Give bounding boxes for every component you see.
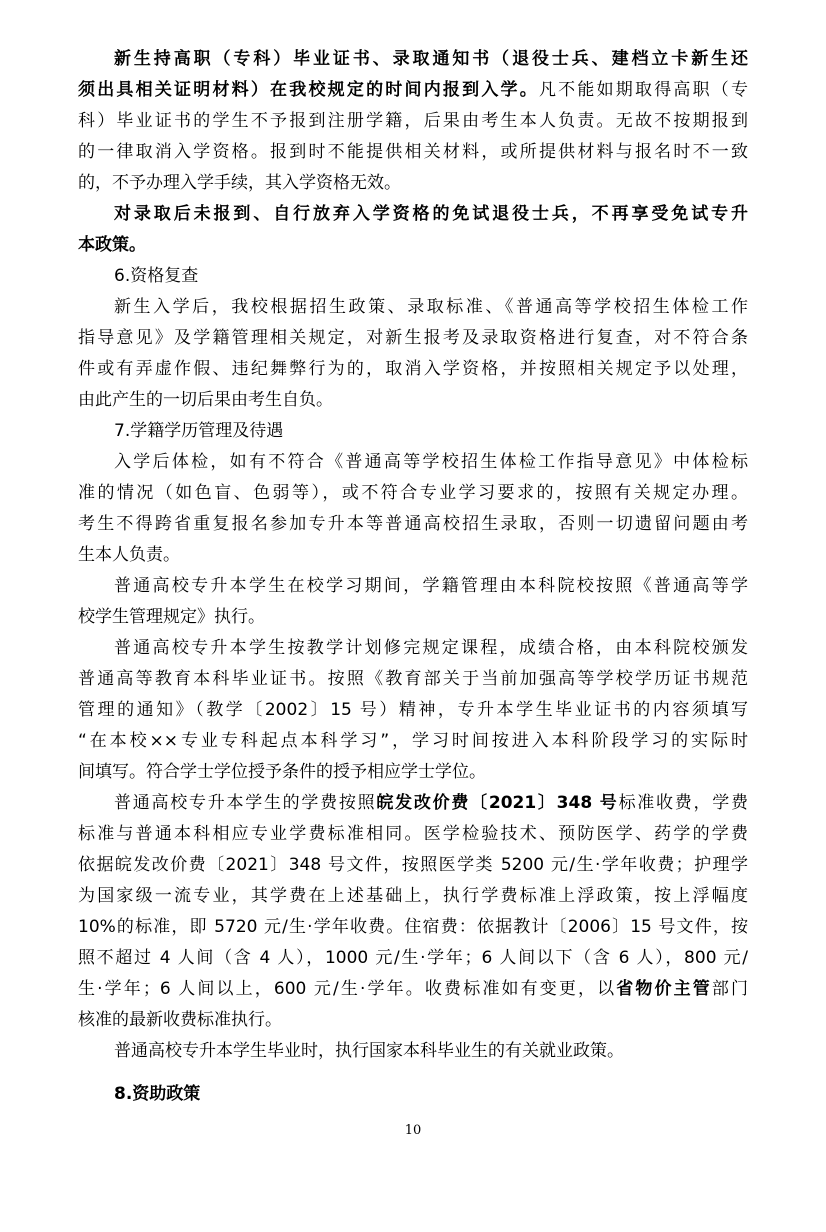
document-page [78, 44, 748, 1110]
paragraph-line: 科）毕业证书的学生不予报到注册学籍，后果由考生本人负责。无故不按期报到 [78, 111, 748, 131]
paragraph-line: 普通高校专升本学生按教学计划修完规定课程，成绩合格，由本科院校颁发 [114, 638, 748, 658]
paragraph-line: 件或有弄虚作假、违纪舞弊行为的，取消入学资格，并按照相关规定予以处理， [78, 359, 748, 379]
paragraph-line: 10%的标准，即 5720 元/生·学年收费。住宿费：依据教计〔2006〕15 号文件，按 [78, 917, 748, 937]
paragraph-line: 新生入学后，我校根据招生政策、录取标准、《普通高等学校招生体检工作 [114, 297, 748, 317]
paragraph-line: 间填写。符合学士学位授予条件的授予相应学士学位。 [78, 762, 486, 782]
paragraph-line: 照不超过 4 人间（含 4 人），1000 元/生·学年；6 人间以下（含 6 人），800 元/ [78, 948, 748, 968]
body-text: 标准收费，学费 [618, 793, 749, 813]
paragraph-line: 校学生管理规定》执行。 [78, 607, 265, 627]
body-text: 普通高校专升本学生的学费按照 [114, 793, 377, 813]
section-heading: 7.学籍学历管理及待遇 [114, 421, 284, 441]
paragraph-line: 考生不得跨省重复报名参加专升本等普通高校招生录取，否则一切遗留问题由考 [78, 514, 748, 534]
page-number: 10 [404, 1123, 422, 1138]
body-text: 凡不能如期取得高职（专 [538, 80, 749, 100]
paragraph-line: 的，不予办理入学手续，其入学资格无效。 [78, 173, 401, 193]
section-heading: 8.资助政策 [114, 1084, 201, 1104]
paragraph-line: 指导意见》及学籍管理相关规定，对新生报考及录取资格进行复查，对不符合条 [78, 328, 748, 348]
bold-text: 皖发改价费〔2021〕348 号 [376, 793, 619, 813]
paragraph-line: “在本校××专业专科起点本科学习”，学习时间按进入本科阶段学习的实际时 [78, 731, 748, 751]
paragraph-line: 普通高校专升本学生在校学习期间，学籍管理由本科院校按照《普通高等学 [114, 576, 748, 596]
paragraph-line: 为国家级一流专业，其学费在上述基础上，执行学费标准上浮政策，按上浮幅度 [78, 886, 748, 906]
paragraph-line [78, 788, 748, 819]
paragraph-line: 管理的通知》（教学〔2002〕15 号）精神，专升本学生毕业证书的内容须填写 [78, 700, 748, 720]
paragraph-line: 标准与普通本科相应专业学费标准相同。医学检验技术、预防医学、药学的学费 [78, 824, 748, 844]
paragraph-line: 的一律取消入学资格。报到时不能提供相关材料，或所提供材料与报名时不一致 [78, 142, 748, 162]
paragraph-line: 普通高校专升本学生毕业时，执行国家本科毕业生的有关就业政策。 [114, 1041, 624, 1061]
paragraph-line: 依据皖发改价费〔2021〕348 号文件，按照医学类 5200 元/生·学年收费；护理学 [78, 855, 748, 875]
bold-text: 省物价主管 [616, 979, 712, 999]
paragraph-line [78, 974, 748, 1005]
body-text: 部门 [711, 979, 749, 999]
paragraph-line: 本政策。 [78, 235, 146, 255]
paragraph-line [78, 75, 748, 106]
paragraph-line: 新生持高职（专科）毕业证书、录取通知书（退役士兵、建档立卡新生还 [114, 49, 748, 69]
paragraph-line: 入学后体检，如有不符合《普通高等学校招生体检工作指导意见》中体检标 [114, 452, 748, 472]
paragraph-line: 对录取后未报到、自行放弃入学资格的免试退役士兵，不再享受免试专升 [114, 204, 748, 224]
paragraph-line: 核准的最新收费标准执行。 [78, 1010, 282, 1030]
spacer [78, 1067, 748, 1079]
paragraph-line: 准的情况（如色盲、色弱等），或不符合专业学习要求的，按照有关规定办理。 [78, 483, 748, 503]
paragraph-line: 生本人负责。 [78, 545, 180, 565]
paragraph-line: 由此产生的一切后果由考生自负。 [78, 390, 333, 410]
paragraph-line: 普通高等教育本科毕业证书。按照《教育部关于当前加强高等学校学历证书规范 [78, 669, 748, 689]
bold-text: 须出具相关证明材料）在我校规定的时间内报到入学。 [78, 80, 539, 100]
section-heading: 6.资格复查 [114, 266, 199, 286]
body-text: 生·学年；6 人间以上，600 元/生·学年。收费标准如有变更，以 [78, 979, 617, 999]
